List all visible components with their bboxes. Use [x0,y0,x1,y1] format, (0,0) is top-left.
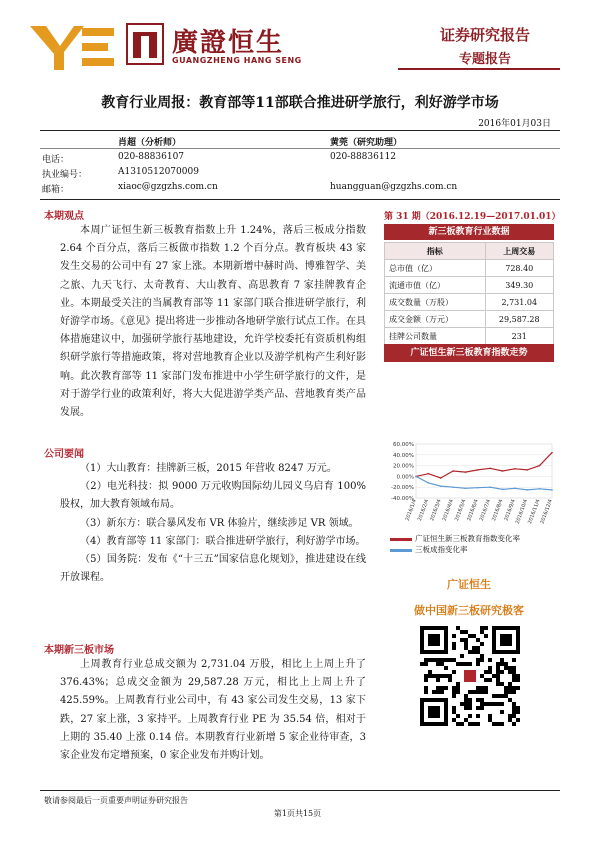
qr-module [460,638,464,642]
qr-module [436,658,440,662]
qr-module [516,706,520,710]
series-line-sanban-index [416,476,552,490]
qr-module [488,666,492,670]
data-point [477,469,479,471]
qr-module [424,658,428,662]
qr-module [504,690,508,694]
qr-module [452,646,456,650]
table-row [385,328,554,345]
row-value: 349.30 [485,277,553,294]
qr-module [464,638,468,642]
x-tick-label: 2016/7/4 [478,498,493,522]
data-point [514,487,516,489]
qr-module [436,662,440,666]
author1-license: A1310512070009 [118,167,199,177]
qr-module [432,674,436,678]
qr-module [508,670,512,674]
footer-rule [40,790,560,791]
author-top-rule [40,130,560,131]
row-value: 2,731.04 [485,294,553,311]
qr-module [464,698,468,702]
qr-module [468,722,472,726]
row-label: 挂牌公司数量 [385,328,486,345]
footer-page: 第1页共15页 [273,809,322,818]
row-label: 总市值（亿） [385,260,486,277]
qr-module [476,722,480,726]
section-news-title: 公司要闻 [44,449,84,460]
promo-slogan: 做中国新三板研究极客 [414,604,524,617]
qr-module [440,686,444,690]
qr-module [480,690,484,694]
report-date: 2016年01月03日 [478,119,551,129]
data-point [415,476,417,478]
qr-module [452,642,456,646]
qr-module [492,702,496,706]
qr-module [488,670,492,674]
footer-disclaimer: 敬请参阅最后一页重要声明证券研究报告 [44,796,188,805]
qr-module [468,698,472,702]
data-point [502,470,504,472]
qr-module [476,650,480,654]
qr-module [444,658,448,662]
qr-module [460,630,464,634]
qr-module [436,674,440,678]
qr-module [464,630,468,634]
x-tick-label: 2016/2/4 [416,498,431,522]
qr-module [496,662,500,666]
legend-swatch-blue [390,549,412,552]
table-row [385,311,554,328]
table-row [385,294,554,311]
y-tick-label: -20.00% [391,485,414,492]
legend-swatch-red [390,538,412,541]
legend-label: 三板成指变化率 [415,545,468,554]
author-bottom-rule [40,199,560,200]
qr-module [472,690,476,694]
qr-module [500,634,512,646]
qr-module [464,646,468,650]
qr-module [452,706,456,710]
author2-phone: 020-88836112 [330,152,397,162]
legend-item [390,533,555,544]
report-type: 证券研究报告 [439,26,530,44]
sidebar-period: 第 31 期（2016.12.19—2017.01.01） [384,212,561,222]
seal-logo-icon [125,22,165,66]
qr-module [480,706,484,710]
qr-module [512,686,516,690]
table-row [385,277,554,294]
qr-module [468,714,472,718]
section-market-body [60,656,366,765]
qr-module [480,686,484,690]
qr-module [476,658,480,662]
qr-module [448,674,452,678]
data-point [465,471,467,473]
qr-module [500,710,504,714]
qr-module [452,658,456,662]
data-point [489,486,491,488]
qr-module [460,702,464,706]
qr-module [424,690,428,694]
qr-module [452,634,456,638]
qr-module [500,702,504,706]
author-mid-rule [40,148,560,149]
qr-module [488,714,492,718]
qr-module [472,650,476,654]
qr-module [436,690,440,694]
qr-module [420,662,424,666]
qr-module [504,666,508,670]
qr-module [452,690,456,694]
qr-module [484,626,488,630]
qr-module [488,702,492,706]
report-subtype: 专题报告 [458,52,511,67]
author1-email[interactable]: xiaoc@gzgzhs.com.cn [118,182,218,192]
qr-module [424,678,428,682]
qr-module [480,642,484,646]
data-point [539,488,541,490]
qr-module [476,714,480,718]
qr-module [468,702,472,706]
qr-module [484,690,488,694]
x-tick-label: 2016/4/4 [441,498,455,522]
brand-english: GUANGZHENG HANG SENG [172,56,302,65]
qr-module [436,686,440,690]
data-point [440,477,442,479]
qr-module [512,690,516,694]
qr-module [476,690,480,694]
qr-module [496,682,500,686]
qr-module [496,678,500,682]
x-tick-label: 2016/12/4 [539,498,554,525]
qr-module [500,694,504,698]
license-label: 执业编号： [42,170,88,180]
qr-module [428,658,432,662]
qr-module [460,654,464,658]
qr-module [456,626,460,630]
x-tick-label: 2016/8/4 [491,498,505,522]
qr-module [504,694,508,698]
qr-module [468,634,472,638]
qr-module [424,686,428,690]
qr-module [484,678,488,682]
qr-module [452,694,456,698]
qr-module [492,674,496,678]
y-tick-label: -40.00% [391,496,414,502]
row-label: 流通市值（亿） [385,277,486,294]
y-tick-label: 0.00% [396,474,414,481]
x-tick-label: 2016/3/4 [429,498,443,522]
report-title: 教育行业周报：教育部等11部联合推进研学旅行，利好游学市场 [101,95,499,111]
data-point [477,487,479,489]
qr-module [508,682,512,686]
x-tick-label: 2016/11/4 [527,498,542,525]
qr-module [500,658,504,662]
qr-module [476,698,480,702]
qr-module [500,670,504,674]
section-viewpoint-body [60,222,366,422]
qr-module [468,650,472,654]
qr-module [464,642,468,646]
qr-module [476,706,480,710]
x-tick-label: 2016/9/4 [503,498,517,522]
qr-module [472,634,476,638]
qr-module [444,686,448,690]
qr-module [496,702,500,706]
chart-title: 广证恒生新三板教育指数走势 [384,344,554,362]
qr-module [464,670,476,682]
qr-module [516,718,520,722]
data-point [428,482,430,484]
data-point [551,489,553,491]
qr-module [508,718,512,722]
qr-module [452,710,456,714]
qr-module [432,690,436,694]
news-item-5: （5）国务院：发布《“十三五”国家信息化规划》，推进建设在线开放课程。 [60,554,366,584]
qr-module [424,662,428,666]
qr-module [508,686,512,690]
y-tick-label: 40.00% [393,452,414,459]
qr-module [512,658,516,662]
qr-module [468,690,472,694]
section-news-body [60,460,366,587]
brand-name: 廣證恒生 [172,28,285,58]
qr-module [428,706,440,718]
section-viewpoint-title: 本期观点 [44,211,84,222]
qr-module [516,710,520,714]
y-tick-label: 60.00% [393,442,414,448]
author1-name: 肖超（分析师） [118,138,182,148]
col-week: 上周交易 [485,243,553,260]
market-paragraph: 上周教育行业总成交额为 2,731.04 万股，相比上上周上升了 376.43%；总成交金额为 29,587.28 万元，相比上上周上升了 425.59%。上周教育行业公司中，有 43 家公司发生交易，13 家下跌，27 家上涨，3 家持平。上周教育行业 PE 为 35.54 倍，相对于上期的 35.40 上涨 0.14 倍。本期教育行业新增 5 家企业待审查，3 家企业发布定增预案，0 家企业发布并购计划。 [60,659,366,762]
qr-module [464,702,468,706]
qr-module [516,686,520,690]
data-point [489,468,491,470]
qr-module [444,674,448,678]
qr-module [456,662,460,666]
qr-module [508,666,512,670]
qr-module [484,670,488,674]
data-point [514,468,516,470]
qr-module [448,678,452,682]
data-point [440,485,442,487]
qr-module [452,686,456,690]
row-label: 成交金额（万元） [385,311,486,328]
row-value: 728.40 [485,260,553,277]
qr-module [496,666,500,670]
qr-module [432,658,436,662]
header-rule [398,68,560,70]
qr-module [500,682,504,686]
qr-module [480,658,484,662]
qr-module [440,662,444,666]
data-point [465,487,467,489]
qr-module [512,710,516,714]
qr-module [464,706,468,710]
qr-module [512,670,516,674]
row-label: 成交数量（万股） [385,294,486,311]
data-point [452,486,454,488]
ye-logo-icon [30,22,122,72]
x-tick-label: 2016/10/4 [514,498,530,525]
qr-module [500,662,504,666]
sidebar-table-title: 新三板教育行业数据 [384,224,554,240]
series-line-education-index [416,453,552,478]
qr-module [480,626,484,630]
index-trend-chart [380,436,560,526]
data-point [452,470,454,472]
qr-module [452,670,456,674]
x-tick-label: 2016/1/4 [404,498,418,522]
qr-module [424,674,428,678]
qr-module [480,702,484,706]
qr-module [512,706,516,710]
y-tick-label: 20.00% [393,463,414,470]
qr-module [484,686,488,690]
qr-module [440,690,444,694]
qr-module [440,658,444,662]
promo-brand: 广证恒生 [447,578,491,591]
qr-module [464,662,468,666]
qr-module [512,674,516,678]
qr-module [456,714,460,718]
qr-module [480,654,484,658]
qr-module [476,646,480,650]
row-value: 29,587.28 [485,311,553,328]
qr-module [464,694,468,698]
data-point [539,465,541,467]
qr-module [428,674,432,678]
email-label: 邮箱： [42,185,70,195]
industry-data-table [384,242,554,345]
col-metric: 指标 [385,243,486,260]
qr-module [456,722,460,726]
qr-module [456,686,460,690]
news-item-1: （1）大山教育：挂牌新三板，2015 年营收 8247 万元。 [80,463,337,474]
qr-module [496,674,500,678]
qr-module [504,662,508,666]
qr-module [476,638,480,642]
qr-module [452,718,456,722]
qr-module [464,718,468,722]
qr-module [460,662,464,666]
qr-module [508,698,512,702]
qr-module [496,722,500,726]
qr-module [496,670,500,674]
qr-code-icon[interactable] [420,626,520,726]
data-point [502,489,504,491]
qr-module [440,674,444,678]
qr-module [480,630,484,634]
qr-module [428,634,440,646]
qr-module [472,646,476,650]
qr-module [484,702,488,706]
qr-module [476,686,480,690]
qr-module [488,678,492,682]
qr-module [512,678,516,682]
author1-phone: 020-88836107 [118,152,185,162]
qr-module [504,686,508,690]
author2-email[interactable]: huangguan@gzgzhs.com.cn [330,182,458,192]
qr-module [460,722,464,726]
qr-module [488,658,492,662]
qr-module [468,662,472,666]
qr-module [456,682,460,686]
table-row [385,260,554,277]
data-point [551,452,553,454]
viewpoint-paragraph: 本周广证恒生新三板教育指数上升 1.24%，落后三板成分指数 2.64 个百分点，落后三板做市指数 1.2 个百分点。教育板块 43 家发生交易的公司中有 27 家上涨。本期新增中赫时尚、博雅智学、美之旅、九天飞行、太奇教育、大山教育、高思教育 7 家挂牌教育企业。本期最受关注的当属教育部等 11 家部门联合推进研学旅行，利好游学市场。《意见》提出将进一步推动各地研学旅行试点工作。在具体措施建议中，加强研学旅行基地建设，允许学校委托有资质机构组织研学旅行等措施政策，将对营地教育企业以及游学机构产生利好影响。此次教育部等 11 家部门发布推进中小学生研学旅行的文件，是对于游学行业的政策利好，将大大促进游学类产品、营地教育类产品发展。 [60,225,366,419]
qr-module [468,706,472,710]
qr-module [488,718,492,722]
x-tick-label: 2016/6/4 [466,498,480,522]
qr-module [516,674,520,678]
qr-module [508,690,512,694]
x-tick-label: 2016/5/4 [454,498,468,522]
qr-module [448,658,452,662]
data-point [428,473,430,475]
qr-module [508,714,512,718]
author2-name: 黄莞（研究助理） [330,138,403,148]
section-market-title: 本期新三板市场 [44,645,114,656]
qr-module [492,694,496,698]
qr-module [516,678,520,682]
qr-module [428,670,432,674]
qr-module [436,678,440,682]
qr-module [492,722,496,726]
qr-module [512,722,516,726]
qr-module [512,714,516,718]
data-point [526,469,528,471]
qr-module [512,666,516,670]
qr-module [472,722,476,726]
row-value: 231 [485,328,553,345]
phone-label: 电话： [42,155,70,165]
qr-module [496,694,500,698]
chart-legend [390,533,555,555]
qr-module [512,702,516,706]
qr-module [500,722,504,726]
qr-module [456,690,460,694]
qr-module [484,634,488,638]
data-point [526,489,528,491]
legend-item [390,544,555,555]
news-item-2: （2）电光科技：拟 9000 万元收购国际幼儿园义乌启育 100%股权，加大教育领域布局。 [60,481,366,511]
news-item-3: （3）新东方：联合暴风发布 VR 体验片，继续涉足 VR 领域。 [80,517,359,529]
qr-module [476,662,480,666]
legend-label: 广证恒生新三板教育指数变化率 [415,534,520,543]
news-item-4: （4）教育部等 11 家部门：联合推进研学旅行，利好游学市场。 [80,535,366,547]
qr-module [480,698,484,702]
qr-module [444,666,448,670]
qr-module [480,674,484,678]
